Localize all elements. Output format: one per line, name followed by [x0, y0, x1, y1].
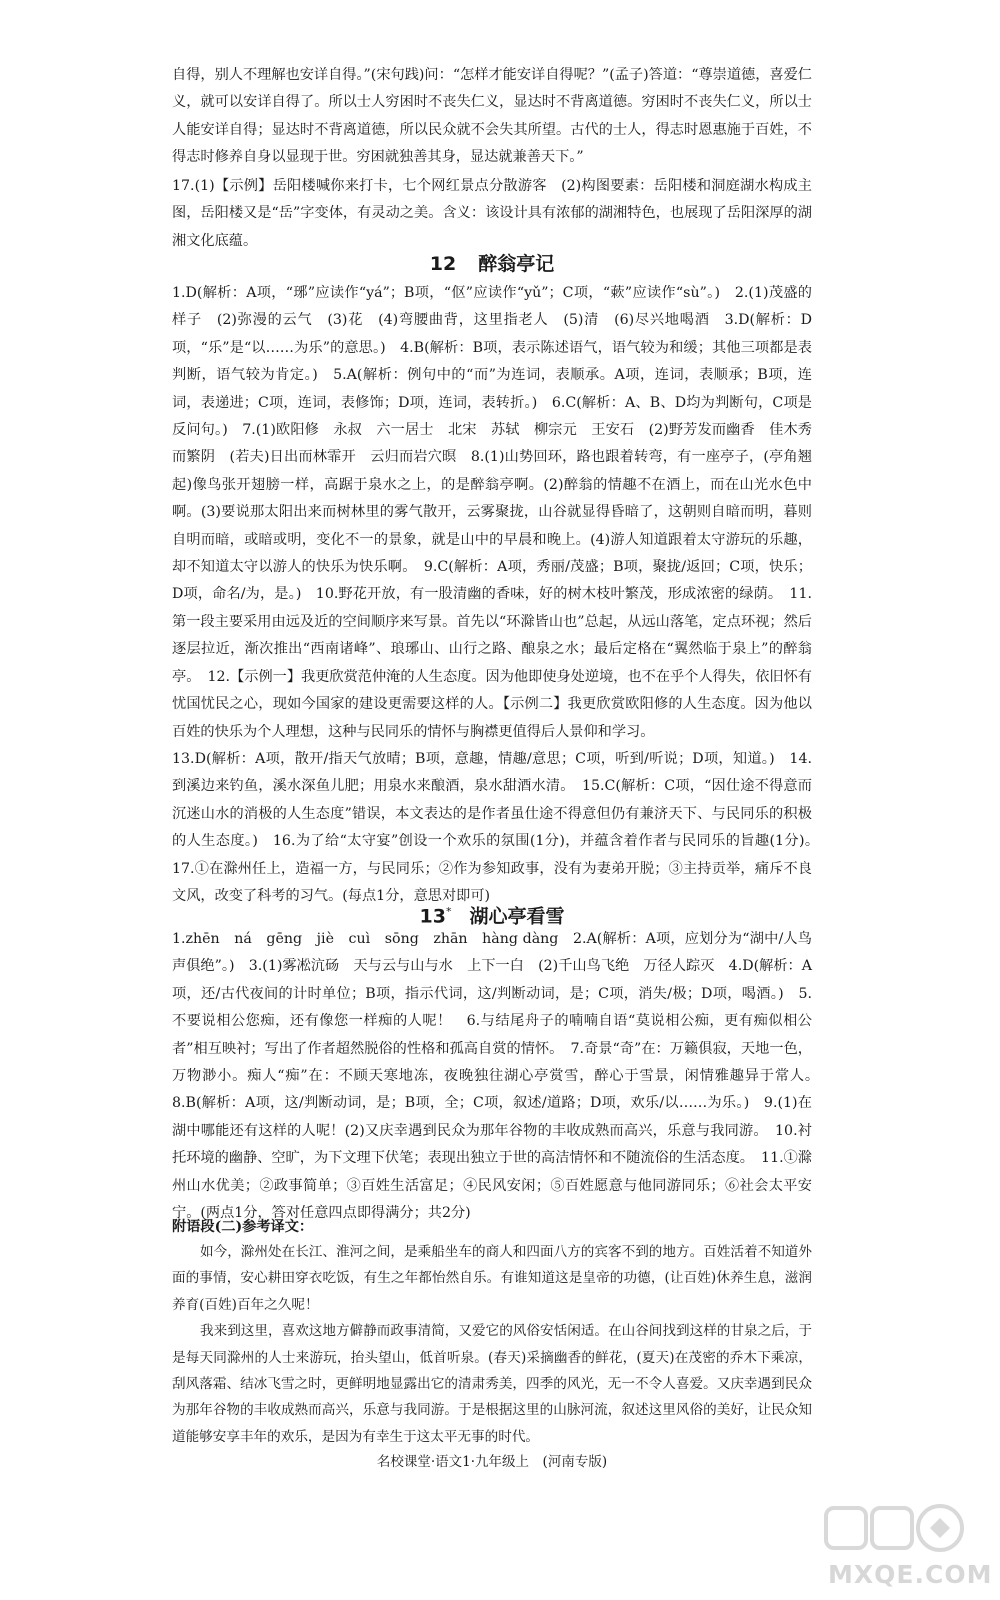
q17-block	[172, 173, 812, 255]
section-12-body: 1.D(解析：A项，“琊”应读作“yá”；B项，“伛”应读作“yǔ”；C项，“蔌”应读作“sù”。) 2.(1)茂盛的样子 (2)弥漫的云气 (3)花 (4)弯腰曲背，这里指老人 (5)清 (6)尽兴地喝酒 3.D(解析：D项，“乐”是“以……为乐”的意思。) 4.B(解析：B项，表示陈述语气，语气较为和缓；其他三项都是表判断，语气较为肯定。) 5.A(解析：例句中的“而”为连词，表顺承。A项，连词，表顺承；B项，连词，表递进；C项，连词，表修饰；D项，连词，表转折。) 6.C(解析：A、B、D均为判断句，C项是反问句。) 7.(1)欧阳修 永叔 六一居士 北宋 苏轼 柳宗元 王安石 (2)野芳发而幽香 佳木秀而繁阴 (若夫)日出而林霏开 云归而岩穴暝 8.(1)山势回环，路也跟着转弯，有一座亭子，(亭角翘起)像鸟张开翅膀一样，高踞于泉水之上，的是醉翁亭啊。(2)醉翁的情趣不在酒上，而在山光水色中啊。(3)要说那太阳出来而树林里的雾气散开，云雾聚拢，山谷就显得昏暗了，这朝则自暗而明，暮则自明而暗，或暗或明，变化不一的景象，就是山中的早晨和晚上。(4)游人知道跟着太守游玩的乐趣，却不知道太守以游人的快乐为快乐啊。 9.C(解析：A项，秀丽/茂盛；B项，聚拢/返回；C项，快乐；D项，命名/为，是。) 10.野花开放，有一股清幽的香味，好的树木枝叶繁茂，形成浓密的绿荫。 11.第一段主要采用由远及近的空间顺序来写景。首先以“环滁皆山也”总起，从远山落笔，定点环视；然后逐层拉近，渐次推出“西南诸峰”、琅琊山、山行之路、酿泉之水；最后定格在“翼然临于泉上”的醉翁亭。 12.【示例一】我更欣赏范仲淹的人生态度。因为他即使身处逆境，也不在乎个人得失，依旧怀有忧国忧民之心，现如今国家的建设更需要这样的人。【示例二】我更欣赏欧阳修的人生态度。因为他以百姓的快乐为个人理想，这种与民同乐的情怀与胸襟更值得后人景仰和学习。	[172, 285, 812, 740]
section-12-body-2: 13.D(解析：A项，散开/指天气放晴；B项，意趣，情趣/意思；C项，听到/听说；D项，知道。) 14.到溪边来钓鱼，溪水深鱼儿肥；用泉水来酿酒，泉水甜酒水清。 15.C(解析：C项，“因仕途不得意而沉迷山水的消极的人生态度”错误，本文表达的是作者虽仕途不得意但仍有兼济天下、与民同乐的积极的人生态度。) 16.为了给“太守宴”创设一个欢乐的氛围(1分)，并蕴含着作者与民同乐的旨趣(1分)。 17.①在滁州任上，造福一方，与民同乐；②作为参知政事，没有为妻弟开脱；③主持贡举，痛斥不良文风，改变了科考的习气。(每点1分，意思对即可)	[172, 750, 827, 904]
section-12-answers	[172, 280, 827, 910]
appendix-translation	[172, 1215, 812, 1450]
q17-paragraph: 17.(1)【示例】岳阳楼喊你来打卡，七个网红景点分散游客 (2)构图要素：岳阳楼和洞庭湖水构成主图，岳阳楼又是“岳”字变体，有灵动之美。含义：该设计具有浓郁的湖湘特色，也展现了岳阳深厚的湖湘文化底蕴。	[172, 178, 812, 249]
appendix-heading: 附语段(二)参考译文：	[172, 1219, 314, 1235]
section-12-number: 12	[429, 253, 457, 275]
intro-block	[172, 62, 812, 172]
section-13-heading: 湖心亭看雪	[469, 905, 565, 928]
intro-paragraph: 自得，别人不理解也安详自得。”(宋句践)问：“怎样才能安详自得呢？”(孟子)答道：“尊崇道德，喜爱仁义，就可以安详自得了。所以士人穷困时不丧失仁义，显达时不背离道德。穷困时不丧失仁义，所以士人能安详自得；显达时不背离道德，所以民众就不会失其所望。古代的士人，得志时恩惠施于百姓，不得志时修养自身以显现于世。穷困就独善其身，显达就兼善天下。”	[172, 67, 812, 166]
appendix-paragraph-2: 我来到这里，喜欢这地方僻静而政事清简，又爱它的风俗安恬闲适。在山谷间找到这样的甘泉之后，于是每天同滁州的人士来游玩，抬头望山，低首听泉。(春天)采摘幽香的鲜花，(夏天)在茂密的乔木下乘凉，刮风落霜、结冰飞雪之时，更鲜明地显露出它的清肃秀美，四季的风光，无一不令人喜爱。又庆幸遇到民众为那年谷物的丰收成熟而高兴，乐意与我同游。于是根据这里的山脉河流，叙述这里风俗的美好，让民众知道能够安享丰年的欢乐，是因为有幸生于这太平无事的时代。	[172, 1323, 812, 1445]
section-13-title	[172, 899, 812, 929]
section-13-star: *	[445, 905, 452, 918]
section-12-title	[172, 251, 812, 277]
watermark-text: MXQE.COM	[828, 1560, 993, 1589]
section-13-answers	[172, 926, 827, 1227]
section-12-heading: 醉翁亭记	[478, 253, 555, 275]
appendix-paragraph-1: 如今，滁州处在长江、淮河之间，是乘船坐车的商人和四面八方的宾客不到的地方。百姓活着不知道外面的事情，安心耕田穿衣吃饭，有生之年都怡然自乐。有谁知道这是皇帝的功德，(让百姓)休养生息，滋润养育(百姓)百年之久呢！	[172, 1244, 812, 1313]
site-watermark	[820, 1500, 1000, 1600]
section-13-number: 13	[419, 905, 446, 928]
page-footer: 名校课堂·语文1·九年级上 (河南专版)	[376, 1454, 608, 1470]
section-13-body: 1.zhēn ná gēng jiè cuì sōng zhān hàng dàng 2.A(解析：A项，应划分为“湖中/人鸟声俱绝”。) 3.(1)雾凇沆砀 天与云与山与水 上下一白 (2)千山鸟飞绝 万径人踪灭 4.D(解析：A项，还/古代夜间的计时单位；B项，指示代词，这/判断动词，是；C项，消失/极；D项，喝酒。) 5.不要说相公您痴，还有像您一样痴的人呢！ 6.与结尾舟子的喃喃自语“莫说相公痴，更有痴似相公者”相互映衬；写出了作者超然脱俗的性格和孤高自赏的情怀。 7.奇景“奇”在：万籁俱寂，天地一色，万物渺小。痴人“痴”在：不顾天寒地冻，夜晚独往湖心亭赏雪，醉心于雪景，闲情雅趣异于常人。 8.B(解析：A项，这/判断动词，是；B项，全；C项，叙述/道路；D项，欢乐/以……为乐。) 9.(1)在湖中哪能还有这样的人呢！(2)又庆幸遇到民众为那年谷物的丰收成熟而高兴，乐意与我同游。 10.衬托环境的幽静、空旷，为下文理下伏笔；表现出独立于世的高洁情怀和不随流俗的生活态度。 11.①滁州山水优美；②政事简单；③百姓生活富足；④民风安闲；⑤百姓愿意与他同游同乐；⑥社会太平安宁。(两点1分，答对任意四点即得满分；共2分)	[172, 931, 827, 1222]
